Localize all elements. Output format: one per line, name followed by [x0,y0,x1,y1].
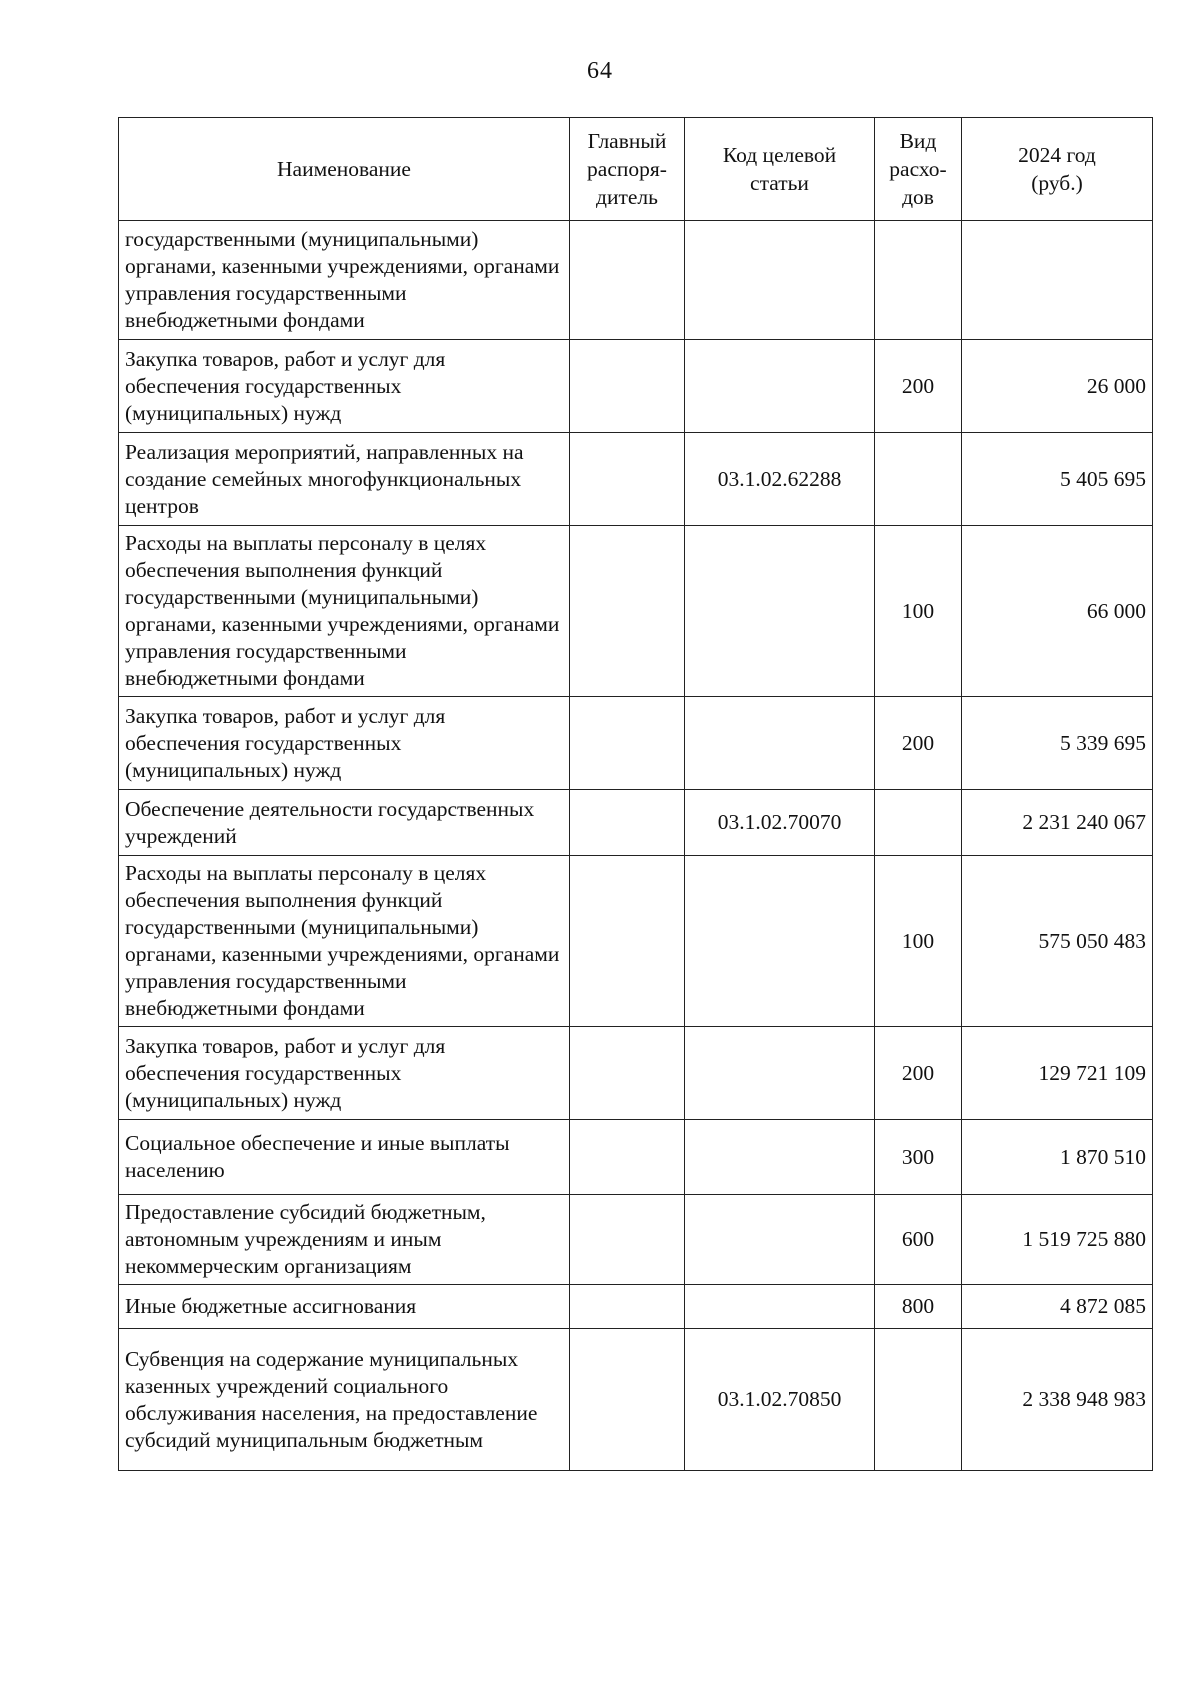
table-header-row [119,118,1153,221]
row-code-cell [685,526,875,697]
row-name-cell: Закупка товаров, работ и услуг для обеспечения государственных (муниципальных) нужд [119,340,570,433]
table-body [119,221,1153,1471]
row-chief-cell [570,340,685,433]
row-name-cell: Обеспечение деятельности государственных учреждений [119,790,570,856]
row-code-cell [685,1027,875,1120]
row-kind-cell: 200 [875,340,962,433]
row-name-cell: Субвенция на содержание муниципальных казенных учреждений социального обслуживания населения, на предоставление субсидий муниципальным бюджетным [119,1329,570,1471]
header-name: Наименование [119,118,570,221]
row-code-cell [685,340,875,433]
row-amount-cell: 5 339 695 [962,697,1153,790]
row-amount-cell: 26 000 [962,340,1153,433]
row-chief-cell [570,1329,685,1471]
row-chief-cell [570,1120,685,1195]
row-chief-cell [570,526,685,697]
table-row [119,433,1153,526]
row-amount-cell: 4 872 085 [962,1285,1153,1329]
header-expense-type: Вид расхо- дов [875,118,962,221]
page-number: 64 [587,58,613,84]
table-row [119,856,1153,1027]
row-kind-cell: 200 [875,1027,962,1120]
row-kind-cell [875,221,962,340]
row-chief-cell [570,856,685,1027]
row-name-cell: Расходы на выплаты персоналу в целях обеспечения выполнения функций государственными (муниципальными) органами, казенными учреждениями, органами управления государственными внебюджетными фондами [119,856,570,1027]
header-target-code: Код целевой статьи [685,118,875,221]
row-name-cell: Иные бюджетные ассигнования [119,1285,570,1329]
row-amount-cell: 66 000 [962,526,1153,697]
row-amount-cell: 129 721 109 [962,1027,1153,1120]
row-name-cell: государственными (муниципальными) органами, казенными учреждениями, органами управления государственными внебюджетными фондами [119,221,570,340]
row-amount-cell: 2 338 948 983 [962,1329,1153,1471]
row-name-cell: Расходы на выплаты персоналу в целях обеспечения выполнения функций государственными (муниципальными) органами, казенными учреждениями, органами управления государственными внебюджетными фондами [119,526,570,697]
row-kind-cell: 100 [875,856,962,1027]
table-row [119,1195,1153,1285]
row-kind-cell [875,790,962,856]
row-amount-cell: 2 231 240 067 [962,790,1153,856]
table-row [119,1027,1153,1120]
row-amount-cell [962,221,1153,340]
table-row [119,697,1153,790]
row-chief-cell [570,221,685,340]
row-amount-cell: 5 405 695 [962,433,1153,526]
row-amount-cell: 1 519 725 880 [962,1195,1153,1285]
row-kind-cell: 300 [875,1120,962,1195]
row-kind-cell [875,433,962,526]
row-amount-cell: 1 870 510 [962,1120,1153,1195]
table-row [119,1285,1153,1329]
row-chief-cell [570,697,685,790]
row-code-cell [685,1195,875,1285]
row-name-cell: Реализация мероприятий, направленных на создание семейных многофункциональных центров [119,433,570,526]
row-code-cell [685,856,875,1027]
row-kind-cell: 800 [875,1285,962,1329]
row-amount-cell: 575 050 483 [962,856,1153,1027]
row-code-cell: 03.1.02.70070 [685,790,875,856]
row-code-cell: 03.1.02.70850 [685,1329,875,1471]
row-kind-cell: 100 [875,526,962,697]
budget-table [118,117,1153,1471]
header-chief-manager: Главный распоря- дитель [570,118,685,221]
row-code-cell: 03.1.02.62288 [685,433,875,526]
row-code-cell [685,697,875,790]
row-kind-cell: 200 [875,697,962,790]
row-name-cell: Закупка товаров, работ и услуг для обеспечения государственных (муниципальных) нужд [119,697,570,790]
row-chief-cell [570,790,685,856]
table-row [119,1120,1153,1195]
row-code-cell [685,1120,875,1195]
row-chief-cell [570,433,685,526]
table-row [119,221,1153,340]
table-row [119,526,1153,697]
row-chief-cell [570,1027,685,1120]
row-name-cell: Социальное обеспечение и иные выплаты населению [119,1120,570,1195]
table-row [119,340,1153,433]
header-amount-2024: 2024 год (руб.) [962,118,1153,221]
row-name-cell: Предоставление субсидий бюджетным, автономным учреждениям и иным некоммерческим организациям [119,1195,570,1285]
table-row [119,1329,1153,1471]
row-kind-cell: 600 [875,1195,962,1285]
table-row [119,790,1153,856]
row-code-cell [685,221,875,340]
row-name-cell: Закупка товаров, работ и услуг для обеспечения государственных (муниципальных) нужд [119,1027,570,1120]
row-chief-cell [570,1195,685,1285]
row-chief-cell [570,1285,685,1329]
row-kind-cell [875,1329,962,1471]
row-code-cell [685,1285,875,1329]
